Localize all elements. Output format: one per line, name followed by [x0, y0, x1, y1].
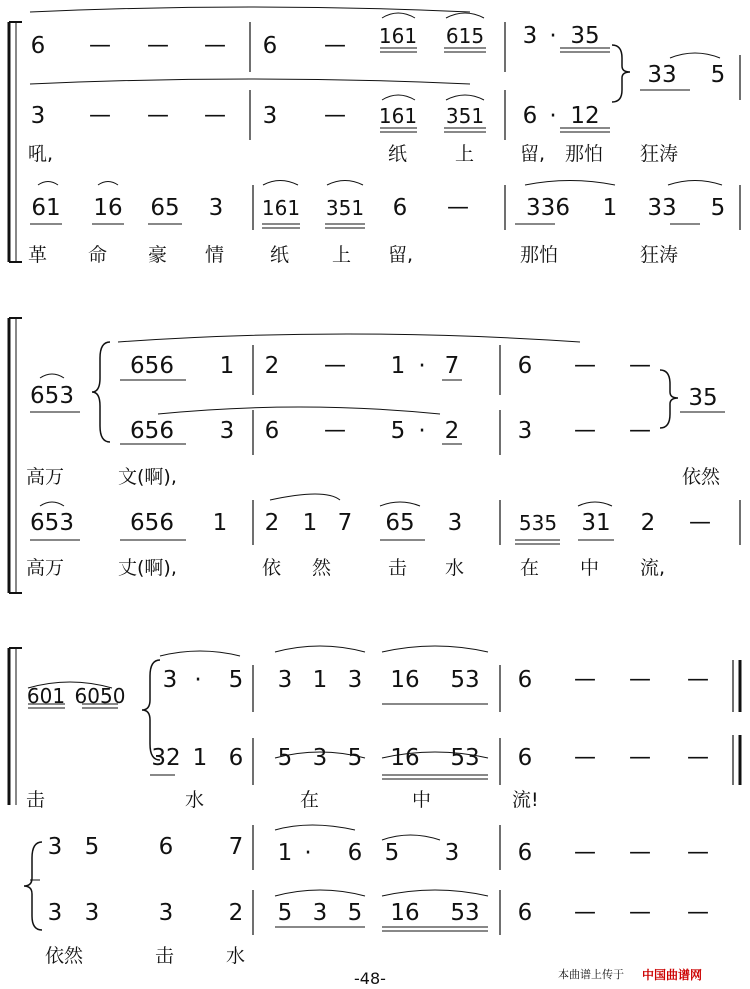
lyric: 那怕	[520, 244, 559, 266]
note: 1	[312, 667, 328, 693]
lyric: 那怕	[565, 143, 604, 165]
dash: —	[629, 353, 651, 378]
note: 6	[158, 834, 174, 860]
lyric: 文(啊),	[118, 466, 177, 488]
note: 5	[84, 834, 100, 860]
dash: —	[204, 33, 226, 58]
note: 5	[277, 745, 293, 771]
lyric: 依	[262, 557, 282, 579]
note: 6	[517, 353, 533, 379]
lyric: 上	[332, 244, 352, 266]
note: 7	[228, 834, 244, 860]
note: 6	[30, 33, 46, 59]
note: 2	[444, 418, 460, 444]
note: 3	[84, 900, 100, 926]
note: 3	[347, 667, 363, 693]
note: 6	[517, 900, 533, 926]
note: 653	[30, 383, 74, 409]
note: 33	[647, 195, 677, 221]
dash: —	[574, 418, 596, 443]
note: 3	[447, 510, 463, 536]
note: 2	[228, 900, 244, 926]
dash: —	[89, 103, 111, 128]
note: 6	[517, 745, 533, 771]
note: 2	[640, 510, 656, 536]
lyric: 水	[445, 557, 465, 579]
dash: —	[324, 353, 346, 378]
note: 2	[264, 510, 280, 536]
lyric: 击	[155, 945, 175, 967]
note: 7	[444, 353, 460, 379]
dash: —	[324, 103, 346, 128]
lyric: 击	[388, 557, 408, 579]
note: ·	[304, 840, 312, 866]
note: 336	[526, 195, 570, 221]
note: 3	[162, 667, 178, 693]
lyric: 在	[520, 557, 540, 579]
note: 1	[277, 840, 293, 866]
note: 6	[522, 103, 538, 129]
note: 3	[277, 667, 293, 693]
dash: —	[629, 418, 651, 443]
note: 656	[130, 353, 174, 379]
note: 3	[262, 103, 278, 129]
lyric: 流,	[640, 557, 666, 579]
note: 53	[450, 667, 480, 693]
dash: —	[687, 840, 709, 865]
lyric: 水	[226, 945, 246, 967]
dash: —	[147, 33, 169, 58]
note: 5	[347, 900, 363, 926]
lyric: 命	[88, 244, 108, 266]
note: 16	[93, 195, 123, 221]
dash: —	[629, 745, 651, 770]
note: 6	[347, 840, 363, 866]
note: 65	[150, 195, 180, 221]
dash: —	[687, 667, 709, 692]
note: 7	[337, 510, 353, 536]
dash: —	[629, 840, 651, 865]
page-number: -48-	[354, 969, 386, 988]
note: 33	[647, 62, 677, 88]
note: 3	[219, 418, 235, 444]
dash: —	[574, 667, 596, 692]
note: 3	[47, 900, 63, 926]
lyric: 水	[185, 789, 205, 811]
dash: —	[687, 900, 709, 925]
note: 161	[378, 104, 418, 128]
dash: —	[574, 353, 596, 378]
note: 1	[219, 353, 235, 379]
note: 5	[347, 745, 363, 771]
note: 5	[228, 667, 244, 693]
note: 656	[130, 418, 174, 444]
lyric: 纸	[270, 244, 290, 266]
note: 6	[228, 745, 244, 771]
note: 53	[450, 745, 480, 771]
note: 656	[130, 510, 174, 536]
note: 35	[570, 23, 600, 49]
dash: —	[89, 33, 111, 58]
site-logo: 中国曲谱网	[642, 968, 703, 982]
dash: —	[574, 900, 596, 925]
note: 6	[264, 418, 280, 444]
lyric: 依然	[682, 466, 721, 488]
note: 31	[581, 510, 611, 536]
note: 32	[151, 745, 181, 771]
dash: —	[204, 103, 226, 128]
note: 5	[277, 900, 293, 926]
note: 61	[31, 195, 61, 221]
note: 351	[325, 196, 365, 220]
note: 35	[688, 385, 718, 411]
dash: —	[324, 418, 346, 443]
note: 3	[208, 195, 224, 221]
note: 6	[517, 840, 533, 866]
note: 3	[517, 418, 533, 444]
dash: —	[574, 745, 596, 770]
note: 1	[192, 745, 208, 771]
lyric: 吼,	[28, 143, 54, 165]
note: ·	[418, 353, 426, 379]
lyric: 流!	[512, 789, 539, 811]
note: 16	[390, 667, 420, 693]
note: 601	[26, 684, 66, 708]
dash: —	[324, 33, 346, 58]
note: ·	[549, 103, 557, 129]
note: 161	[261, 196, 301, 220]
note: 16	[390, 900, 420, 926]
lyric: 然	[312, 557, 332, 579]
lyric: 丈(啊),	[118, 557, 177, 579]
note: 1	[390, 353, 406, 379]
note: 5	[384, 840, 400, 866]
dash: —	[629, 667, 651, 692]
lyric: 纸	[388, 143, 408, 165]
note: 3	[312, 900, 328, 926]
dash: —	[687, 745, 709, 770]
lyric: 中	[580, 557, 600, 579]
note: 535	[518, 511, 558, 535]
lyric: 革	[28, 244, 48, 266]
dash: —	[574, 840, 596, 865]
dash: —	[447, 195, 469, 220]
note: 615	[445, 24, 485, 48]
note: 6	[392, 195, 408, 221]
dash: —	[689, 510, 711, 535]
note: 5	[710, 195, 726, 221]
lyric: 留,	[388, 244, 414, 266]
lyric: 留,	[520, 143, 546, 165]
upload-credit: 本曲谱上传于	[558, 968, 624, 981]
note: ·	[418, 418, 426, 444]
note: 1	[602, 195, 618, 221]
note: ·	[194, 667, 202, 693]
lyric: 高万	[26, 557, 65, 579]
note: 6	[517, 667, 533, 693]
note: 3	[158, 900, 174, 926]
note: 2	[264, 353, 280, 379]
note: 6	[262, 33, 278, 59]
lyric: 中	[412, 789, 432, 811]
note: 16	[390, 745, 420, 771]
note: 5	[710, 62, 726, 88]
lyric: 依然	[45, 945, 84, 967]
lyric: 情	[205, 244, 225, 266]
lyric: 击	[26, 789, 46, 811]
note: 12	[570, 103, 600, 129]
note: 65	[385, 510, 415, 536]
note: 3	[444, 840, 460, 866]
lyric: 狂涛	[640, 143, 679, 165]
lyric: 高万	[26, 466, 65, 488]
dash: —	[629, 900, 651, 925]
dash: —	[147, 103, 169, 128]
note: 3	[47, 834, 63, 860]
note: 653	[30, 510, 74, 536]
note: 5	[390, 418, 406, 444]
note: 3	[522, 23, 538, 49]
lyric: 上	[455, 143, 475, 165]
note: 351	[445, 104, 485, 128]
note: 3	[312, 745, 328, 771]
note: 1	[212, 510, 228, 536]
lyric: 在	[300, 789, 320, 811]
note: 1	[302, 510, 318, 536]
lyric: 豪	[148, 244, 168, 266]
note: 53	[450, 900, 480, 926]
note: ·	[549, 23, 557, 49]
lyric: 狂涛	[640, 244, 679, 266]
note: 161	[378, 24, 418, 48]
note: 3	[30, 103, 46, 129]
note: 6050	[74, 684, 126, 708]
